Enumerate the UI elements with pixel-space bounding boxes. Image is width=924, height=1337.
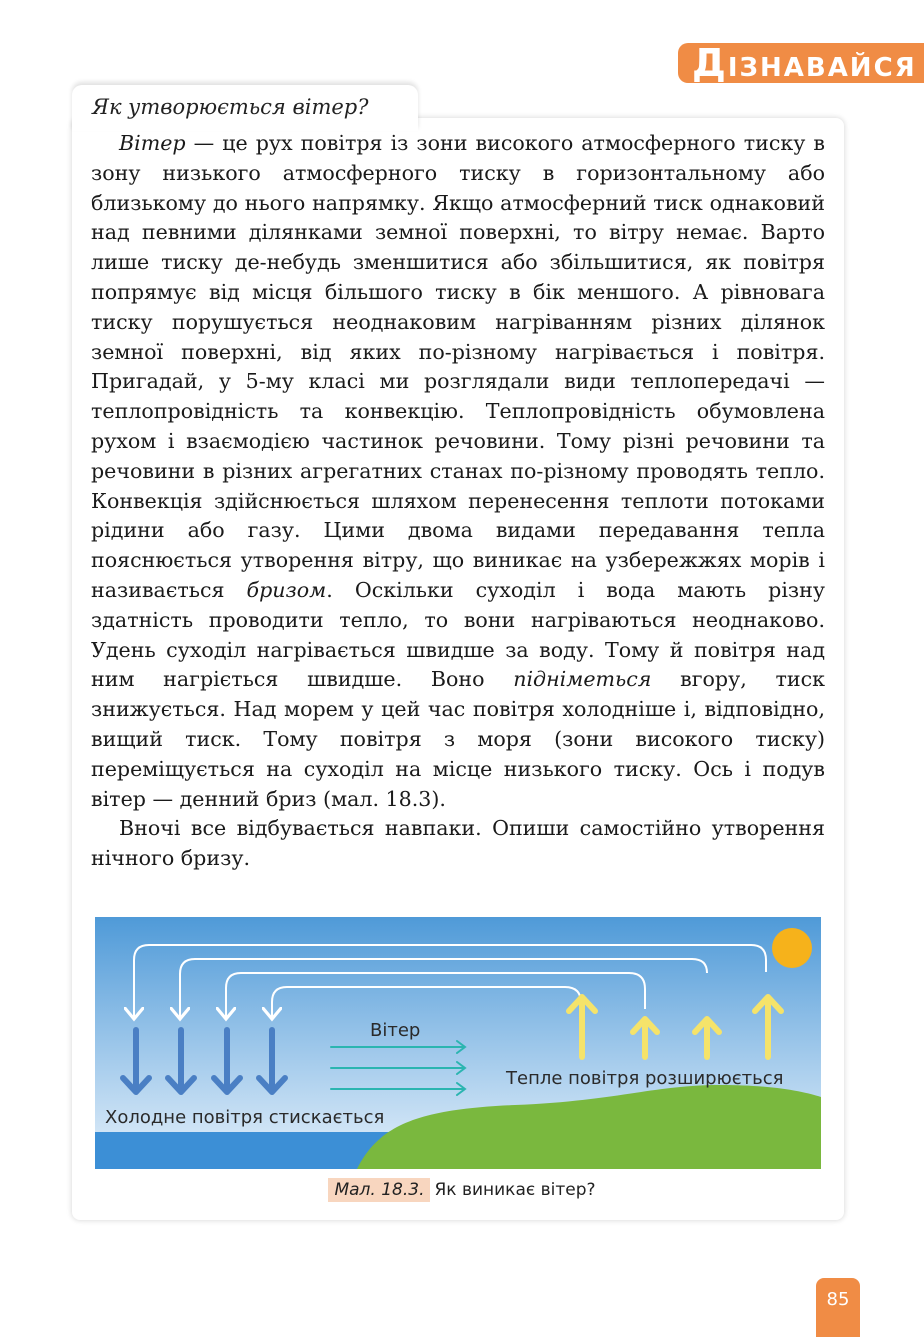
page-number: 85 [816,1278,860,1337]
wind-label: Вітер [370,1020,421,1041]
text-run: вгору, тиск знижується. Над морем у цей час повітря холодніше і, відповідно, вищий тиск. Тому повітря з моря (зони високого тиску) переміщується на суходіл на місце низького тиску. Ось і подув вітер — денний бриз (мал. 18.3). [91,667,825,811]
section-tab-label: ІЗНАВАЙСЯ [727,53,917,83]
paragraph-2 [91,814,825,874]
sun-icon [772,928,812,968]
section-tab-first-letter: Д [692,41,728,85]
body-text [91,129,825,874]
paragraph-1 [91,129,825,814]
figure-caption [0,1180,924,1200]
caption-label: Мал. 18.3. [328,1178,430,1202]
card-title: Як утворюється вітер? [72,85,418,131]
text-run: Вночі все відбувається навпаки. Опиши самостійно утворення нічного бризу. [91,816,825,871]
breeze-diagram [95,917,821,1169]
caption-text: Як виникає вітер? [434,1180,596,1200]
cold-air-label: Холодне повітря стискається [105,1107,385,1128]
text-run: бризом [246,577,327,602]
warm-air-label: Тепле повітря розширюється [506,1068,784,1089]
section-tab-learn [678,43,924,83]
text-run: . Оскільки суходіл і вода мають різну здатність проводити тепло, то вони нагріваються неоднаково. Удень суходіл нагрівається швидше за воду. Тому й повітря над ним нагріється швидше. Воно [91,577,825,692]
text-run: Вітер [119,131,186,155]
text-run: — це рух повітря із зони високого атмосферного тиску в зону низького атмосферного тиску в горизонтальному або близькому до нього напрямку. Якщо атмосферний тиск однаковий над певними ділянками земної поверхні, то вітру немає. Варто лише тиску де-небудь зменшитися або збільшитися, як повітря попрямує від місця більшого тиску в бік меншого. А рівновага тиску порушується неоднаковим нагріванням різних ділянок земної поверхні, від яких по-різному нагрівається і повітря. Пригадай, у 5-му класі ми розглядали види теплопередачі — теплопровідність та конвекцію. Теплопровідність обумовлена рухом і взаємодією частинок речовини. Тому різні речовини та речовини в різних агрегатних станах по-різному проводять тепло. Конвекція здійснюється шляхом перенесення теплоти потоками рідини або газу. Цими двома видами передавання тепла пояснюється утворення вітру, що виникає на узбережжях морів і називається [91,131,825,602]
text-run: підніметься [513,667,652,692]
sea [95,1132,395,1169]
